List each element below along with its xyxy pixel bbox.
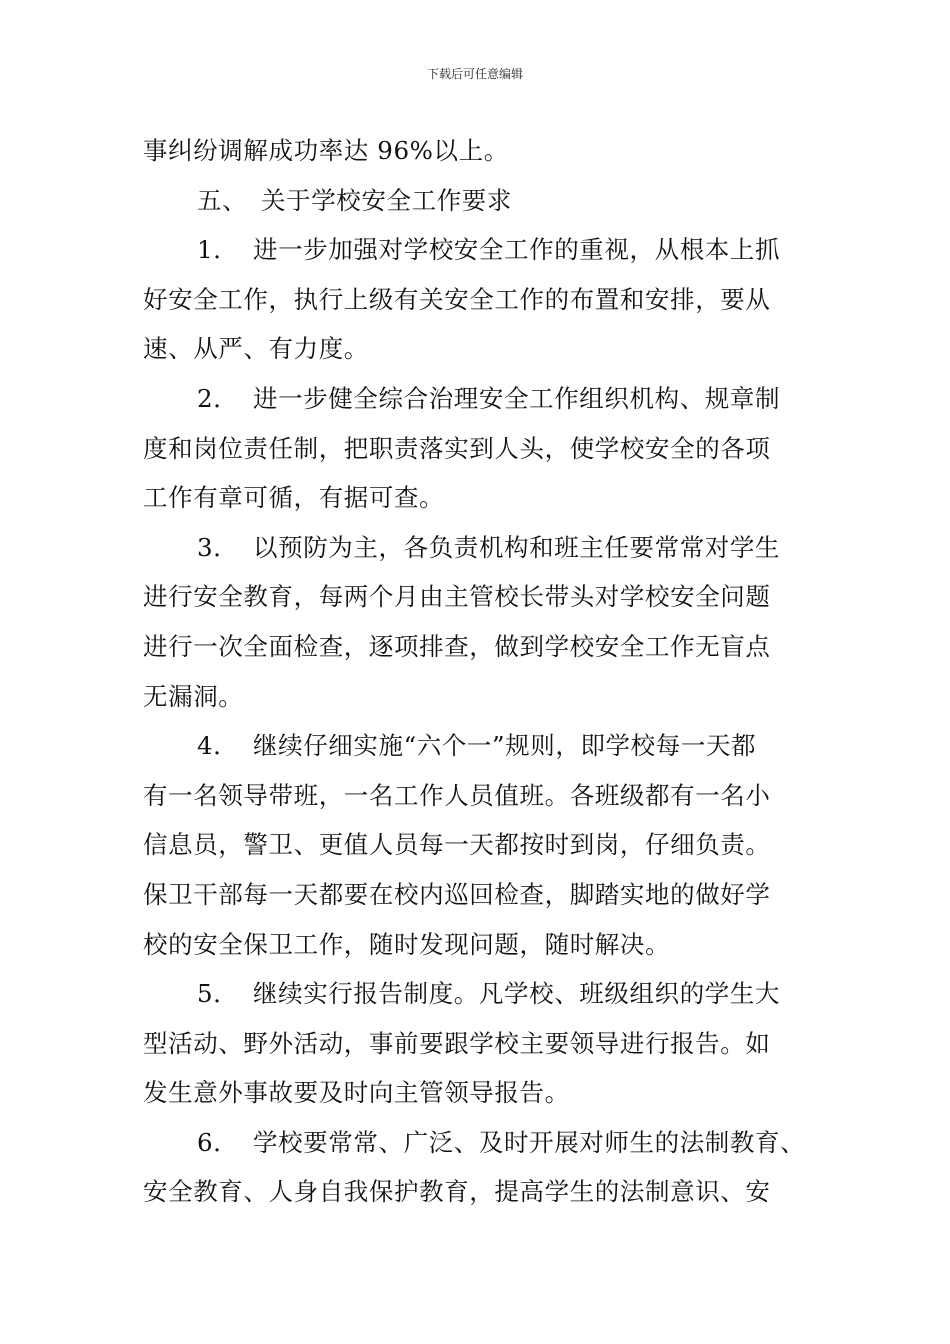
paragraph-line bbox=[143, 523, 823, 573]
paragraph-line bbox=[143, 622, 823, 672]
paragraph-line bbox=[143, 969, 823, 1019]
line-text: 信息员，警卫、更值人员每一天都按时到岗，仔细负责。 bbox=[143, 830, 771, 860]
line-text: 进行安全教育，每两个月由主管校长带头对学校安全问题 bbox=[143, 582, 771, 612]
section-number: 五、 bbox=[197, 185, 248, 215]
paragraph-line bbox=[143, 324, 823, 374]
line-text: 工作有章可循，有据可查。 bbox=[143, 483, 445, 513]
paragraph-line bbox=[143, 870, 823, 920]
line-text: 学校要常常、广泛、及时开展对师生的法制教育、 bbox=[253, 1127, 806, 1157]
paragraph-line bbox=[143, 920, 823, 970]
document-body bbox=[143, 126, 823, 1217]
paragraph-line bbox=[143, 473, 823, 523]
paragraph-line bbox=[143, 1068, 823, 1118]
item-number: 2． bbox=[197, 383, 239, 413]
line-text: 继续仔细实施“六个一”规则，即学校每一天都 bbox=[253, 731, 757, 761]
paragraph-line bbox=[143, 275, 823, 325]
item-number: 5． bbox=[197, 979, 239, 1009]
paragraph-line bbox=[143, 424, 823, 474]
paragraph-line bbox=[143, 771, 823, 821]
line-text: 进一步加强对学校安全工作的重视，从根本上抓 bbox=[253, 235, 781, 265]
item-number: 3． bbox=[197, 532, 239, 562]
line-text: 继续实行报告制度。凡学校、班级组织的学生大 bbox=[253, 979, 781, 1009]
paragraph-line bbox=[143, 225, 823, 275]
line-text: 度和岗位责任制，把职责落实到人头，使学校安全的各项 bbox=[143, 433, 771, 463]
paragraph-line bbox=[143, 672, 823, 722]
item-number: 6． bbox=[197, 1127, 239, 1157]
line-text: 速、从严、有力度。 bbox=[143, 334, 369, 364]
section-title: 关于学校安全工作要求 bbox=[261, 185, 512, 215]
line-text: 事纠纷调解成功率达 96%以上。 bbox=[143, 136, 509, 165]
paragraph-line bbox=[143, 721, 823, 771]
paragraph-line bbox=[143, 820, 823, 870]
line-text: 安全教育、人身自我保护教育，提高学生的法制意识、安 bbox=[143, 1177, 771, 1207]
item-number: 4． bbox=[197, 731, 239, 761]
line-text: 发生意外事故要及时向主管领导报告。 bbox=[143, 1078, 570, 1108]
paragraph-line bbox=[143, 1167, 823, 1217]
line-text: 进一步健全综合治理安全工作组织机构、规章制 bbox=[253, 383, 781, 413]
section-heading bbox=[143, 176, 823, 226]
line-text: 校的安全保卫工作，随时发现问题，随时解决。 bbox=[143, 929, 671, 959]
paragraph-line bbox=[143, 126, 823, 176]
paragraph-line bbox=[143, 1019, 823, 1069]
line-text: 保卫干部每一天都要在校内巡回检查，脚踏实地的做好学 bbox=[143, 879, 771, 909]
paragraph-line bbox=[143, 374, 823, 424]
paragraph-line bbox=[143, 572, 823, 622]
line-text: 进行一次全面检查，逐项排查，做到学校安全工作无盲点 bbox=[143, 631, 771, 661]
item-number: 1． bbox=[197, 235, 239, 265]
line-text: 好安全工作，执行上级有关安全工作的布置和安排，要从 bbox=[143, 284, 771, 314]
line-text: 型活动、野外活动，事前要跟学校主要领导进行报告。如 bbox=[143, 1028, 771, 1058]
line-text: 无漏洞。 bbox=[143, 681, 244, 711]
paragraph-line bbox=[143, 1118, 823, 1168]
line-text: 有一名领导带班，一名工作人员值班。各班级都有一名小 bbox=[143, 780, 771, 810]
page-header-note: 下载后可任意编辑 bbox=[426, 67, 523, 81]
line-text: 以预防为主，各负责机构和班主任要常常对学生 bbox=[253, 532, 781, 562]
